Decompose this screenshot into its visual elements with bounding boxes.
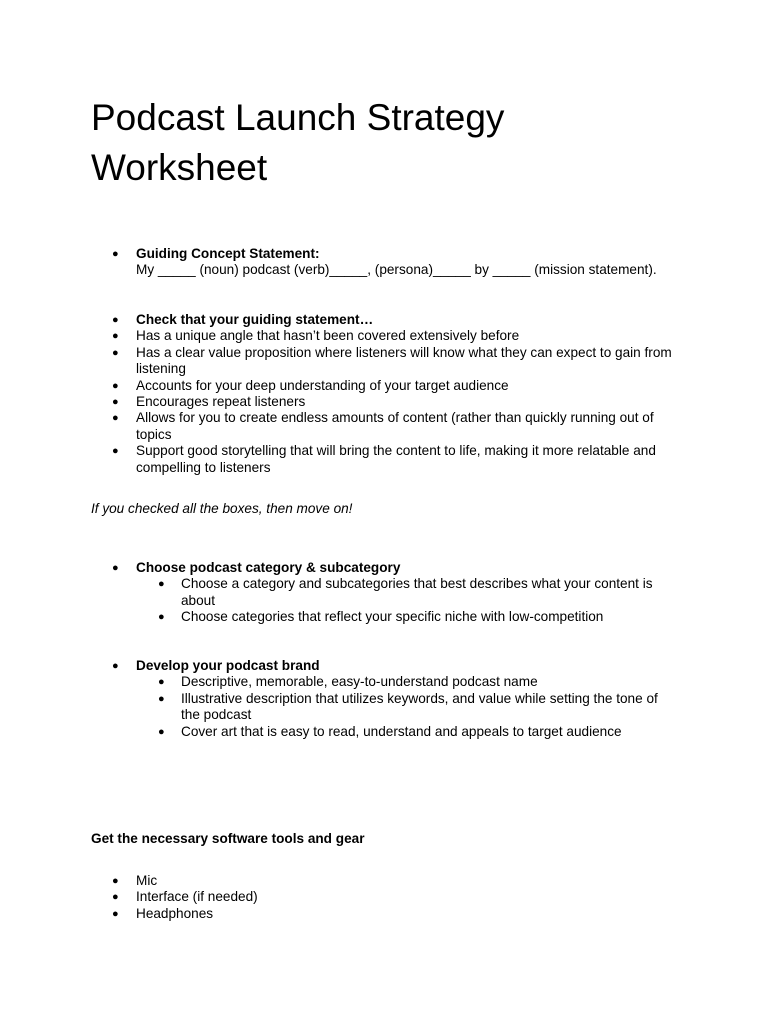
- list-item: [0, 312, 676, 328]
- bullet-icon: ●: [112, 396, 119, 409]
- bullet-icon: ●: [112, 248, 119, 260]
- checklist-heading: Check that your guiding statement…: [136, 312, 374, 327]
- title-line-2: Worksheet: [91, 147, 268, 188]
- checklist-item-text: Support good storytelling that will bring the content to life, making it more relatable and compelling to listeners: [136, 443, 656, 475]
- list-item: [0, 328, 676, 344]
- checklist-item-text: Encourages repeat listeners: [136, 394, 306, 410]
- gear-section: [0, 831, 768, 847]
- bullet-icon: ●: [112, 314, 119, 326]
- list-item: [0, 394, 676, 410]
- gear-item-text: Mic: [136, 873, 158, 888]
- bullet-icon: ●: [158, 725, 165, 738]
- brand-item-text: Illustrative description that utilizes keywords, and value while setting the tone of the podcast: [181, 690, 658, 723]
- bullet-icon: ●: [112, 562, 119, 574]
- page-title: [91, 93, 691, 193]
- brand-section: [0, 658, 768, 740]
- list-item: [0, 691, 676, 724]
- bullet-icon: ●: [112, 412, 119, 425]
- bullet-icon: ●: [112, 660, 119, 672]
- brand-heading: Develop your podcast brand: [136, 658, 320, 673]
- checklist-item-text: Has a unique angle that hasn’t been covered extensively before: [136, 328, 520, 344]
- checklist-item-text: Allows for you to create endless amounts of content (rather than quickly running out of topics: [136, 410, 654, 442]
- bullet-icon: ●: [112, 891, 119, 904]
- concept-heading: Guiding Concept Statement:: [136, 246, 320, 261]
- list-item: [0, 724, 676, 740]
- list-item: [0, 576, 676, 609]
- bullet-icon: ●: [112, 907, 119, 920]
- list-item: [0, 609, 676, 625]
- list-item: [0, 443, 676, 476]
- concept-section: [0, 246, 768, 279]
- title-line-1: Podcast Launch Strategy: [91, 97, 505, 138]
- list-item: [0, 889, 676, 905]
- category-section: [0, 560, 768, 626]
- move-on-note: [0, 501, 768, 517]
- bullet-icon: ●: [112, 875, 119, 887]
- bullet-icon: ●: [158, 692, 165, 705]
- bullet-icon: ●: [112, 346, 119, 359]
- bullet-icon: ●: [158, 578, 165, 591]
- brand-item-text: Descriptive, memorable, easy-to-understand podcast name: [181, 674, 538, 690]
- list-item: [0, 410, 676, 443]
- bullet-icon: ●: [112, 330, 119, 343]
- gear-item-text: Interface (if needed): [136, 889, 258, 905]
- gear-heading: Get the necessary software tools and gear: [91, 831, 365, 846]
- bullet-icon: ●: [112, 445, 119, 458]
- bullet-icon: ●: [158, 676, 165, 689]
- list-item: [0, 906, 676, 922]
- list-item: [0, 674, 676, 690]
- list-item: [0, 345, 676, 378]
- gear-item-text: Headphones: [136, 905, 214, 921]
- gear-list: [0, 873, 768, 922]
- checklist-item-text: Accounts for your deep understanding of your target audience: [136, 377, 509, 393]
- checklist-item-text: Has a clear value proposition where listeners will know what they can expect to gain from listening: [136, 344, 672, 377]
- list-item: [0, 378, 676, 394]
- list-item: [0, 246, 676, 279]
- list-item: [0, 658, 676, 674]
- brand-item-text: Cover art that is easy to read, understand and appeals to target audience: [181, 723, 622, 739]
- bullet-icon: ●: [158, 611, 165, 624]
- category-item-text: Choose categories that reflect your specific niche with low-competition: [181, 609, 604, 625]
- bullet-icon: ●: [112, 379, 119, 392]
- checklist-section: [0, 312, 768, 476]
- category-item-text: Choose a category and subcategories that best describes what your content is about: [181, 576, 653, 608]
- list-item: [0, 873, 676, 889]
- move-on-text: If you checked all the boxes, then move on!: [91, 501, 353, 516]
- category-heading: Choose podcast category & subcategory: [136, 560, 401, 575]
- concept-template: My _____ (noun) podcast (verb)_____, (persona)_____ by _____ (mission statement).: [136, 262, 657, 278]
- list-item: [0, 560, 676, 576]
